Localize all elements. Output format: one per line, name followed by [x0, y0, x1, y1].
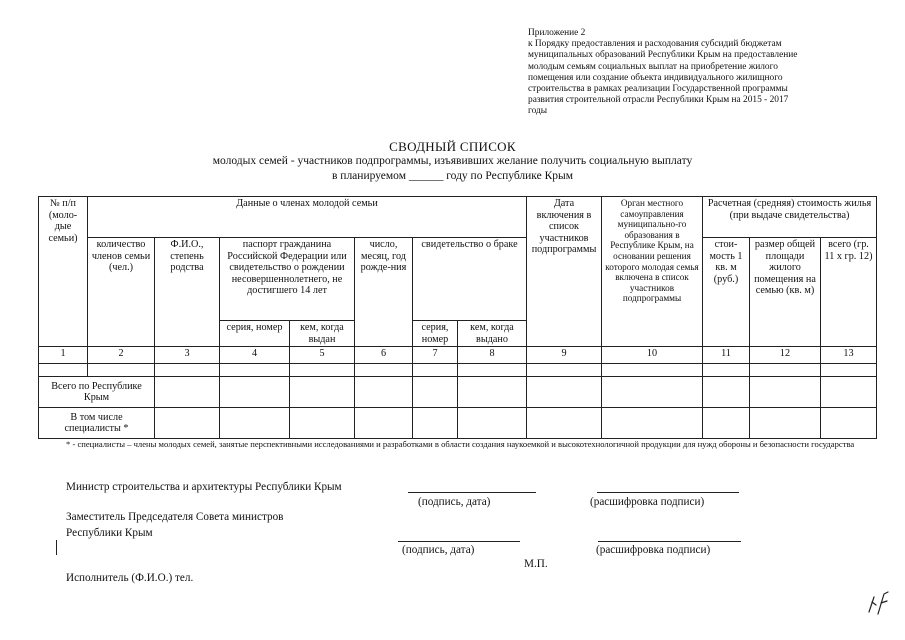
signature-date-caption: (подпись, дата)	[418, 496, 491, 508]
document-title: СВОДНЫЙ СПИСОК	[389, 139, 516, 154]
signature-date-caption: (подпись, дата)	[402, 544, 475, 556]
column-number: 3	[155, 347, 220, 364]
header-member-count: количество членов семьи (чел.)	[88, 238, 155, 347]
table-cell	[458, 377, 527, 408]
table-cell	[88, 364, 155, 377]
table-cell	[220, 408, 290, 439]
table-cell	[527, 377, 602, 408]
header-np: № п/п (моло-дые семьи)	[39, 197, 88, 347]
handwritten-page-mark	[866, 588, 890, 616]
table-cell	[355, 408, 413, 439]
table-cell	[602, 364, 703, 377]
appendix-line: к Порядку предоставления и расходования субсидий бюджетам	[528, 39, 782, 50]
header-birth-date: число, месяц, год рожде-ния	[355, 238, 413, 347]
stamp-place: М.П.	[524, 558, 548, 570]
table-cell	[413, 377, 458, 408]
table-cell	[290, 408, 355, 439]
table-cell	[413, 364, 458, 377]
table-cell	[527, 364, 602, 377]
table-cell	[155, 377, 220, 408]
appendix-line: молодым семьям социальных выплат на приобретение жилого	[528, 61, 778, 72]
column-number: 13	[821, 347, 877, 364]
appendix-line: помещения или создание объекта индивидуального жилищного	[528, 72, 783, 83]
table-cell	[220, 364, 290, 377]
table-cell	[458, 408, 527, 439]
specialists-label: В том числе специалисты *	[39, 408, 155, 439]
table-cell	[821, 377, 877, 408]
table-cell	[290, 377, 355, 408]
column-number: 10	[602, 347, 703, 364]
table-cell	[355, 377, 413, 408]
header-row-1	[39, 197, 877, 238]
header-marriage-cert: свидетельство о браке	[413, 238, 527, 321]
signature-line	[408, 492, 536, 493]
table-cell	[413, 408, 458, 439]
minister-title: Министр строительства и архитектуры Республики Крым	[66, 481, 342, 493]
column-number: 5	[290, 347, 355, 364]
header-date-inclusion: Дата включения в список участников подпрограммы	[527, 197, 602, 347]
column-number: 7	[413, 347, 458, 364]
appendix-line: развития строительной отрасли Республики Крым на 2015 - 2017	[528, 95, 789, 106]
table-cell	[290, 364, 355, 377]
table-cell	[703, 377, 750, 408]
column-number: 1	[39, 347, 88, 364]
document-subtitle-year: в планируемом ______ году по Республике Крым	[331, 170, 573, 182]
total-label: Всего по Республике Крым	[39, 377, 155, 408]
appendix-line: строительства в рамках реализации Государственной программы	[528, 84, 788, 95]
table-cell	[527, 408, 602, 439]
column-number: 2	[88, 347, 155, 364]
document-subtitle: молодых семей - участников подпрограммы, изъявивших желание получить социальную выплату	[212, 155, 693, 167]
header-cost-per-m2: стои-мость 1 кв. м (руб.)	[703, 238, 750, 347]
table-cell	[355, 364, 413, 377]
header-cert-series: серия, номер	[413, 321, 458, 347]
decode-line	[598, 541, 741, 542]
column-number: 4	[220, 347, 290, 364]
table-cell	[750, 408, 821, 439]
table-cell	[703, 408, 750, 439]
header-passport-series: серия, номер	[220, 321, 290, 347]
footnote: * - специалисты – члены молодых семей, занятые перспективными исследованиями и разработками в области создания наукоемкой и высокотехнологичной продукции для нужд обороны и безопасности государства	[66, 439, 855, 449]
header-cert-issued: кем, когда выдано	[458, 321, 527, 347]
summary-table	[38, 196, 877, 439]
header-total: всего (гр. 11 x гр. 12)	[821, 238, 877, 347]
column-number-row	[39, 347, 877, 364]
table-cell	[220, 377, 290, 408]
table-row	[39, 364, 877, 377]
column-number: 9	[527, 347, 602, 364]
header-cost-group: Расчетная (средняя) стоимость жилья (при выдаче свидетельства)	[703, 197, 877, 238]
column-number: 12	[750, 347, 821, 364]
table-cell	[155, 364, 220, 377]
header-members-group: Данные о членах молодой семьи	[88, 197, 527, 238]
appendix-line: Приложение 2	[528, 28, 586, 38]
table-cell	[750, 377, 821, 408]
table-cell	[750, 364, 821, 377]
table-cell	[821, 364, 877, 377]
table-cell	[821, 408, 877, 439]
column-number: 8	[458, 347, 527, 364]
table-cell	[703, 364, 750, 377]
header-passport-issued: кем, когда выдан	[290, 321, 355, 347]
decode-caption: (расшифровка подписи)	[590, 496, 705, 508]
table-cell	[39, 364, 88, 377]
header-row-2	[39, 238, 877, 321]
decode-line	[597, 492, 739, 493]
deputy-title-line2: Республики Крым	[66, 527, 153, 539]
table-cell	[155, 408, 220, 439]
header-organ: Орган местного самоуправления муниципально-го образования в Республике Крым, на основании решения которого молодая семья включена в список участников подпрограммы	[602, 197, 703, 347]
table-cell	[602, 377, 703, 408]
appendix-line: муниципальных образований Республики Крым на предоставление	[528, 50, 798, 61]
decode-caption: (расшифровка подписи)	[596, 544, 711, 556]
table-cell	[602, 408, 703, 439]
table-cell	[458, 364, 527, 377]
deputy-title-line1: Заместитель Председателя Совета министров	[66, 511, 284, 523]
header-fio: Ф.И.О., степень родства	[155, 238, 220, 347]
column-number: 11	[703, 347, 750, 364]
specialists-row	[39, 408, 877, 439]
appendix-line: годы	[528, 106, 548, 117]
header-area: размер общей площади жилого помещения на семью (кв. м)	[750, 238, 821, 347]
appendix-block	[528, 28, 848, 118]
executor-line: Исполнитель (Ф.И.О.) тел.	[66, 572, 194, 584]
column-number: 6	[355, 347, 413, 364]
total-row	[39, 377, 877, 408]
header-passport: паспорт гражданина Российской Федерации или свидетельство о рождении несовершеннолетнего, не достигшего 14 лет	[220, 238, 355, 321]
margin-mark	[56, 540, 57, 555]
signature-line	[398, 541, 520, 542]
